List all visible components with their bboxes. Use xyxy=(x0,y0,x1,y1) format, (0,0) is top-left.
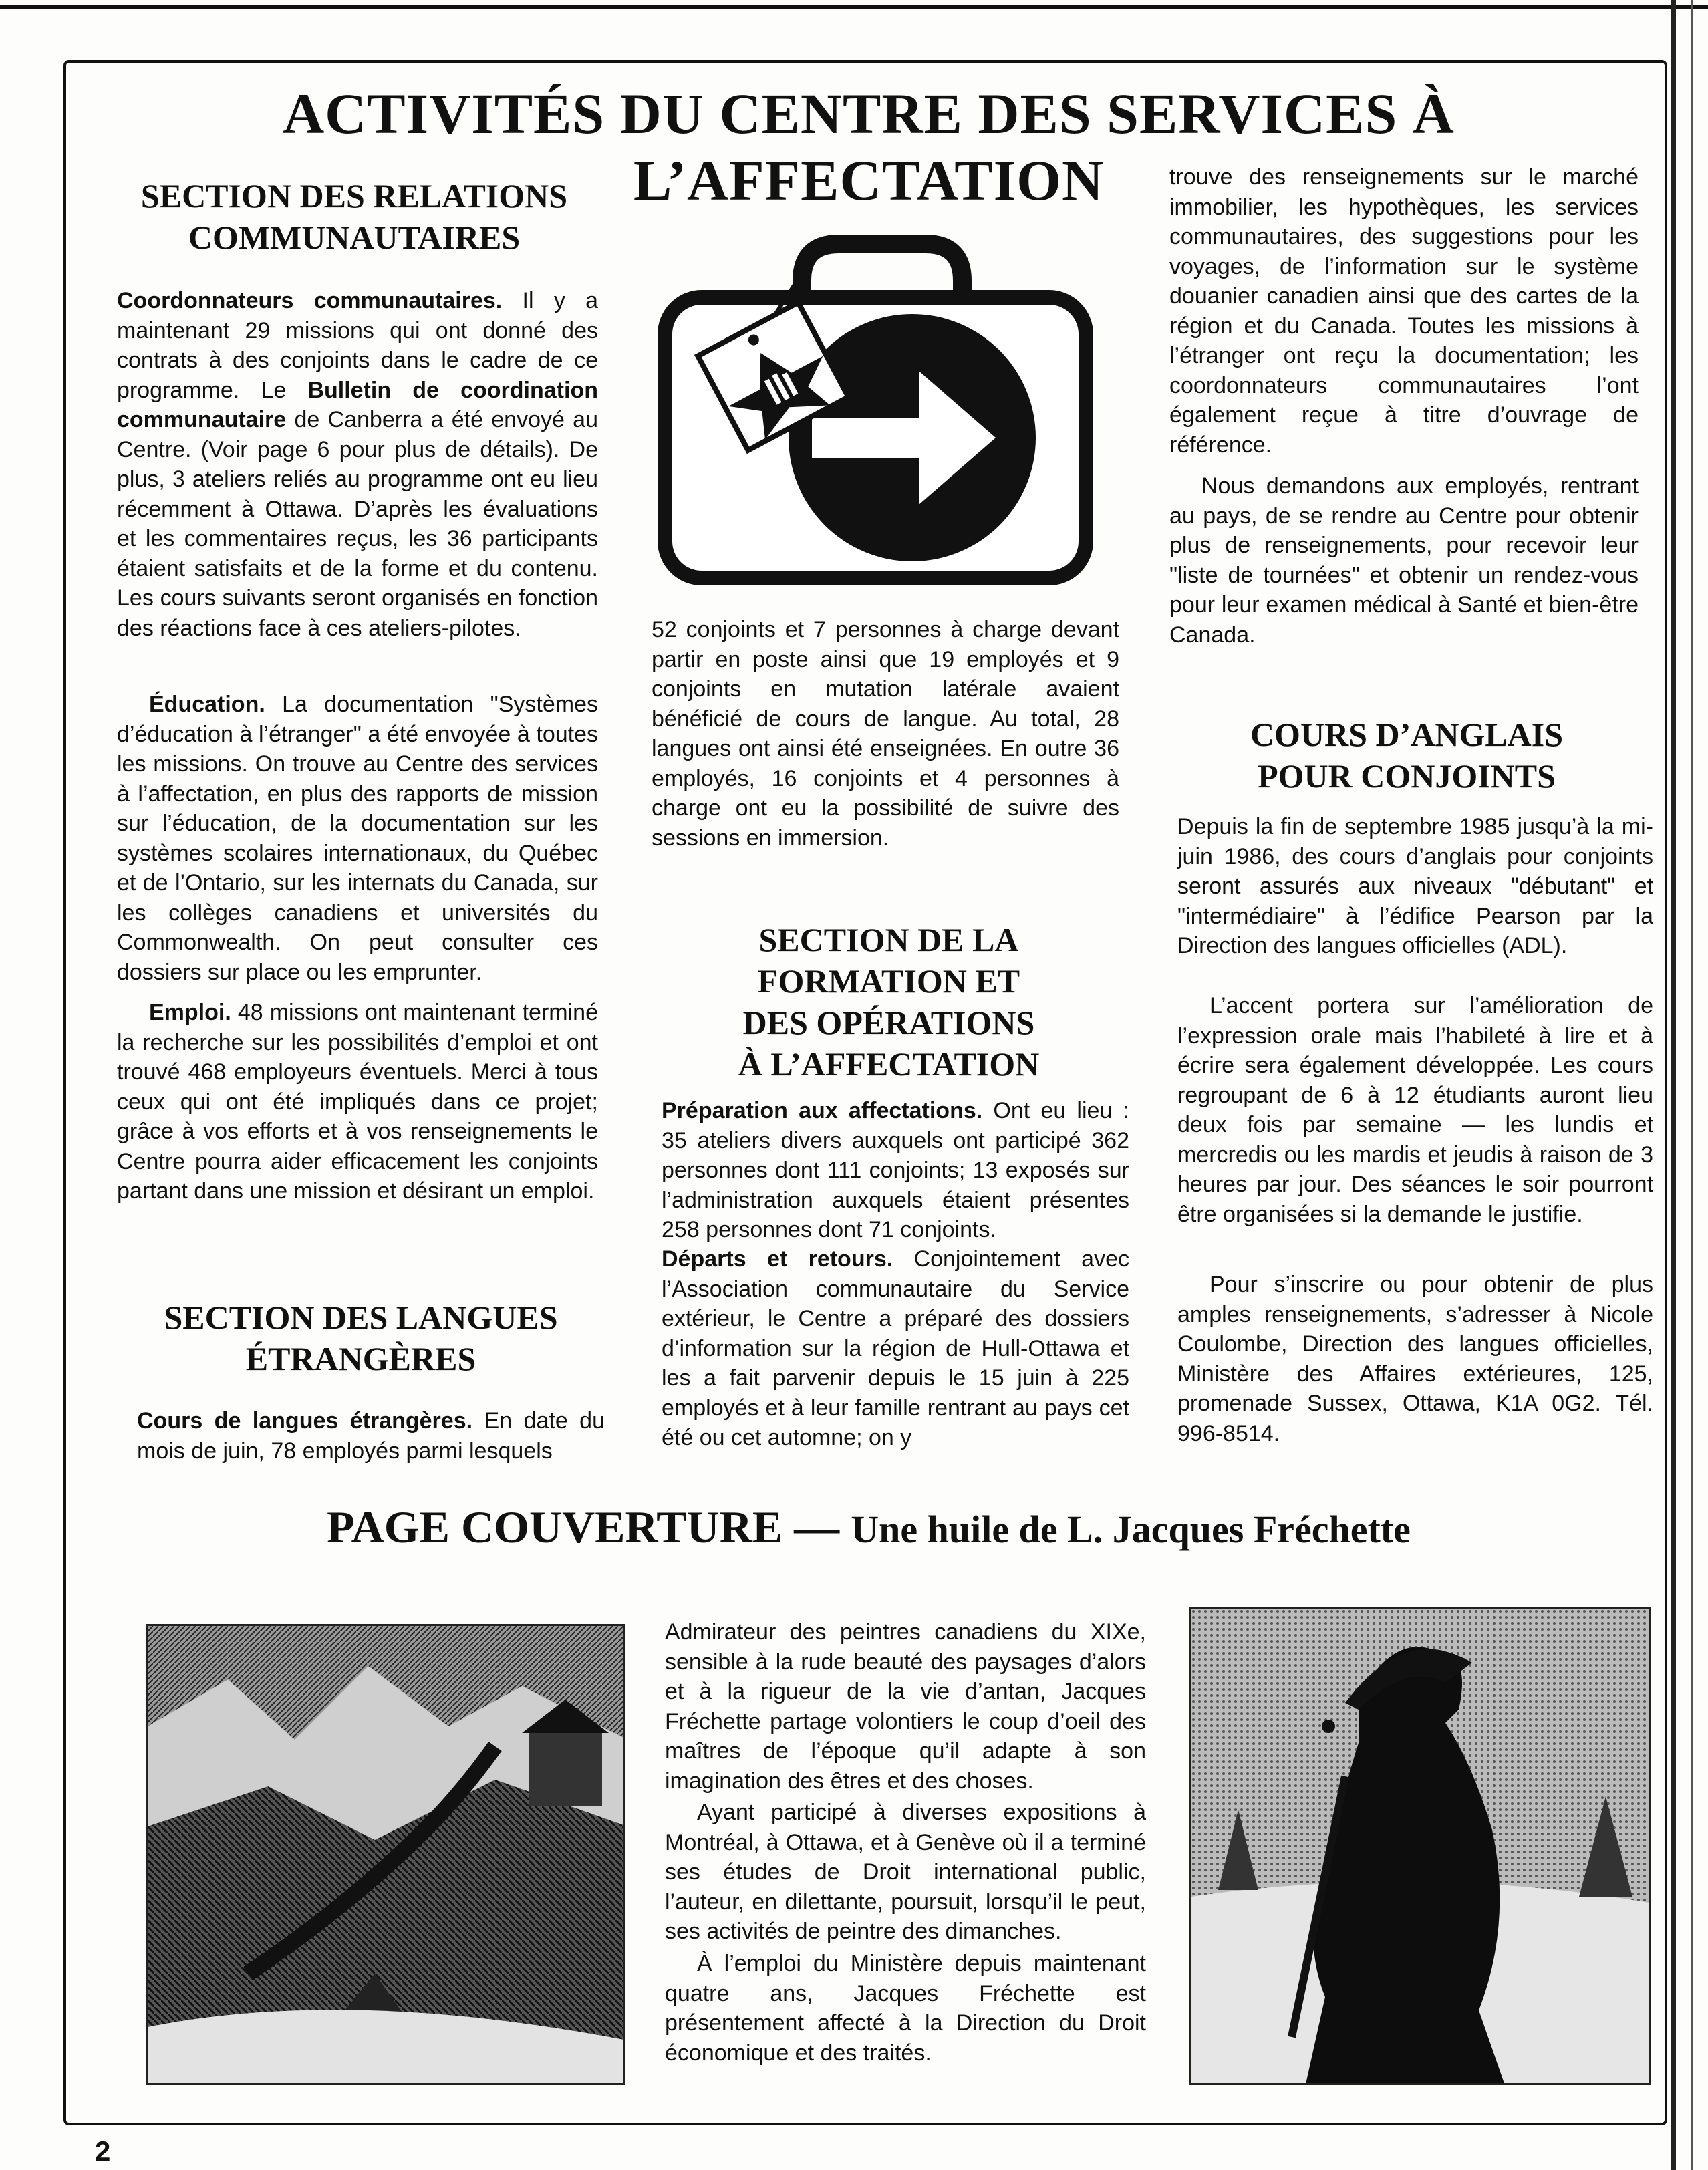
para-inscription: Pour s’inscrire ou pour obtenir de plus amples renseignements, s’adresser à Nicole Coulombe, Direction des langues officielles, Ministère des Affaires extérieures, 125, promenade Sussex, Ottawa, K1A 0G2. Tél. 996-8514. xyxy=(1177,1272,1653,1446)
para-emploi-ministere: À l’emploi du Ministère depuis maintenant quatre ans, Jacques Fréchette est présentement affecté à la Direction du Droit économique et des traités. xyxy=(665,1951,1146,2066)
painting-figure-art xyxy=(1191,1609,1651,2085)
para-preparation xyxy=(662,1096,1129,1245)
body-text: de Canberra a été envoyé au Centre. (Voir page 6 pour plus de détails). De plus, 3 ateliers reliés au programme ont eu lieu récemment à Ottawa. D’après les évaluations et les commentaires reçus, les 36 participants étaient satisfaits et de la forme et du contenu. Les cours suivants seront organisés en fonction des réactions face à ces ateliers-pilotes. xyxy=(117,407,598,641)
heading-line: SECTION DE LA xyxy=(758,921,1019,958)
heading-line: ÉTRANGÈRES xyxy=(245,1340,476,1377)
heading-line: DES OPÉRATIONS xyxy=(742,1004,1035,1041)
para-coordonnateurs xyxy=(117,286,598,643)
lead-text: Emploi. xyxy=(149,1000,231,1025)
body-text: Conjointement avec l’Association communautaire du Service extérieur, le Centre a préparé des dossiers d’information sur la région de Hull-Ottawa et les a fait parvenir depuis le 15 juin à 225 employés et à leur famille rentrant au pays cet été ou cet automne; on y xyxy=(662,1246,1129,1450)
lead-text: Préparation aux affectations. xyxy=(662,1098,983,1123)
body-text: En date du mois de juin, 78 employés parmi lesquels xyxy=(137,1408,605,1464)
para-education xyxy=(117,690,598,987)
heading-relations xyxy=(100,175,608,258)
lead-text: Coordonnateurs communautaires. xyxy=(117,288,503,313)
para-departs xyxy=(662,1244,1129,1453)
para-admirateur: Admirateur des peintres canadiens du XIXe, sensible à la rude beauté des paysages d’alors et à la rigueur de la vie d’antan, Jacques Fréchette partage volontiers le coup d’oeil des maîtres de l’époque qu’il adapte à son imagination des êtres et des choses. xyxy=(665,1619,1146,1794)
heading-formation xyxy=(662,919,1116,1085)
para-renseignements: trouve des renseignements sur le marché immobilier, les hypothèques, les services communautaires, des suggestions pour les voyages, de l’information sur le système douanier canadien ainsi que des cartes de la région et du Canada. Toutes les missions à l’étranger ont reçu la documentation; les coordonnateurs communautaires l’ont également reçue à titre d’ouvrage de référence. xyxy=(1169,164,1639,458)
page-title: ACTIVITÉS DU CENTRE DES SERVICES À L’AFFECTATION xyxy=(283,82,1455,213)
bold-text: Bulletin de coordination communautaire xyxy=(117,377,598,432)
para-expression-orale: L’accent portera sur l’amélioration de l’expression orale mais l’habileté à lire et à écrire sera également développée. Les cours regroupant de 6 à 12 étudiants auront lieu deux fois par semaine — les lundis et mercredis ou les mardis et jeudis à raison de 3 heures par jour. Des séances le soir pourront être organisées si la demande le justifie. xyxy=(1177,993,1653,1227)
heading-line: FORMATION ET xyxy=(757,962,1020,1000)
cover-title-sub: Une huile de L. Jacques Fréchette xyxy=(851,1508,1411,1551)
heading-langues xyxy=(120,1297,601,1379)
lead-text: Départs et retours. xyxy=(662,1246,893,1272)
painting-landscape xyxy=(146,1624,625,2085)
heading-line: POUR CONJOINTS xyxy=(1258,757,1556,795)
body-text: Ont eu lieu : 35 ateliers divers auxquels ont participé 362 personnes dont 111 conjoints; 13 exposés sur l’administration auxquels étaient présentes 258 personnes dont 71 conjoints. xyxy=(662,1098,1130,1242)
right-border-inner xyxy=(1691,0,1693,2170)
para-expositions: Ayant participé à diverses expositions à Montréal, à Ottawa, et à Genève où il a terminé ses études de Droit international public, l’auteur, en dilettante, poursuit, lorsqu’il le peut, ses activités de peintre des dimanches. xyxy=(665,1800,1146,1944)
para-retour-pays: Nous demandons aux employés, rentrant au pays, de se rendre au Centre pour obtenir plus de renseignements, pour recevoir leur "liste de tournées" et obtenir un rendez-vous pour leur examen médical à Santé et bien-être Canada. xyxy=(1169,473,1639,648)
para-cours-langues xyxy=(137,1406,605,1466)
heading-anglais xyxy=(1173,714,1641,797)
para-cours-anglais: Depuis la fin de septembre 1985 jusqu’à la mi-juin 1986, des cours d’anglais pour conjoints seront assurés aux niveaux "débutant" et "intermédiaire" à l’édifice Pearson par la Direction des langues officielles (ADL). xyxy=(1177,814,1653,958)
painting-landscape-art xyxy=(148,1626,625,2085)
suitcase-icon xyxy=(658,217,1093,585)
lead-text: Cours de langues étrangères. xyxy=(137,1408,473,1434)
top-border xyxy=(0,5,1708,9)
painting-figure xyxy=(1189,1607,1651,2085)
heading-line: COURS D’ANGLAIS xyxy=(1250,716,1564,753)
cover-title-main: PAGE COUVERTURE — xyxy=(327,1502,851,1552)
body-text: 48 missions ont maintenant terminé la recherche sur les possibilités d’emploi et ont trouvé 468 employeurs éventuels. Merci à tous ceux qui ont été impliqués dans ce projet; grâce à vos efforts et à vos renseignements le Centre pourra aider efficacement les conjoints partant dans une mission et désirant un emploi. xyxy=(117,1000,598,1204)
heading-line: À L’AFFECTATION xyxy=(738,1045,1040,1083)
body-text: Il y a maintenant 29 missions qui ont donné des contrats à des conjoints dans le cadre de ce programme. Le xyxy=(117,288,599,403)
heading-line: SECTION DES RELATIONS xyxy=(140,177,568,215)
cover-title xyxy=(87,1500,1651,1556)
para-emploi xyxy=(117,998,598,1206)
lead-text: Éducation. xyxy=(149,692,265,717)
right-border xyxy=(1671,0,1676,2170)
heading-line: COMMUNAUTAIRES xyxy=(188,219,521,256)
heading-line: SECTION DES LANGUES xyxy=(164,1299,558,1336)
para-langues-suite: 52 conjoints et 7 personnes à charge devant partir en poste ainsi que 19 employés et 9 conjoints en mutation latérale avaient bénéficié de cours de langue. Au total, 28 langues ont ainsi été enseignées. En outre 36 employés, 16 conjoints et 4 personnes à charge ont eu la possibilité de suivre des sessions en immersion. xyxy=(652,617,1119,851)
page-number: 2 xyxy=(95,2135,111,2167)
body-text: La documentation "Systèmes d’éducation à l’étranger" a été envoyée à toutes les missions. On trouve au Centre des services à l’affectation, en plus des rapports de mission sur l’éducation, de la documentation sur les systèmes scolaires internationaux, du Québec et de l’Ontario, sur les internats du Canada, sur les collèges canadiens et universités du Commonwealth. On peut consulter ces dossiers sur place ou les emprunter. xyxy=(117,692,598,985)
